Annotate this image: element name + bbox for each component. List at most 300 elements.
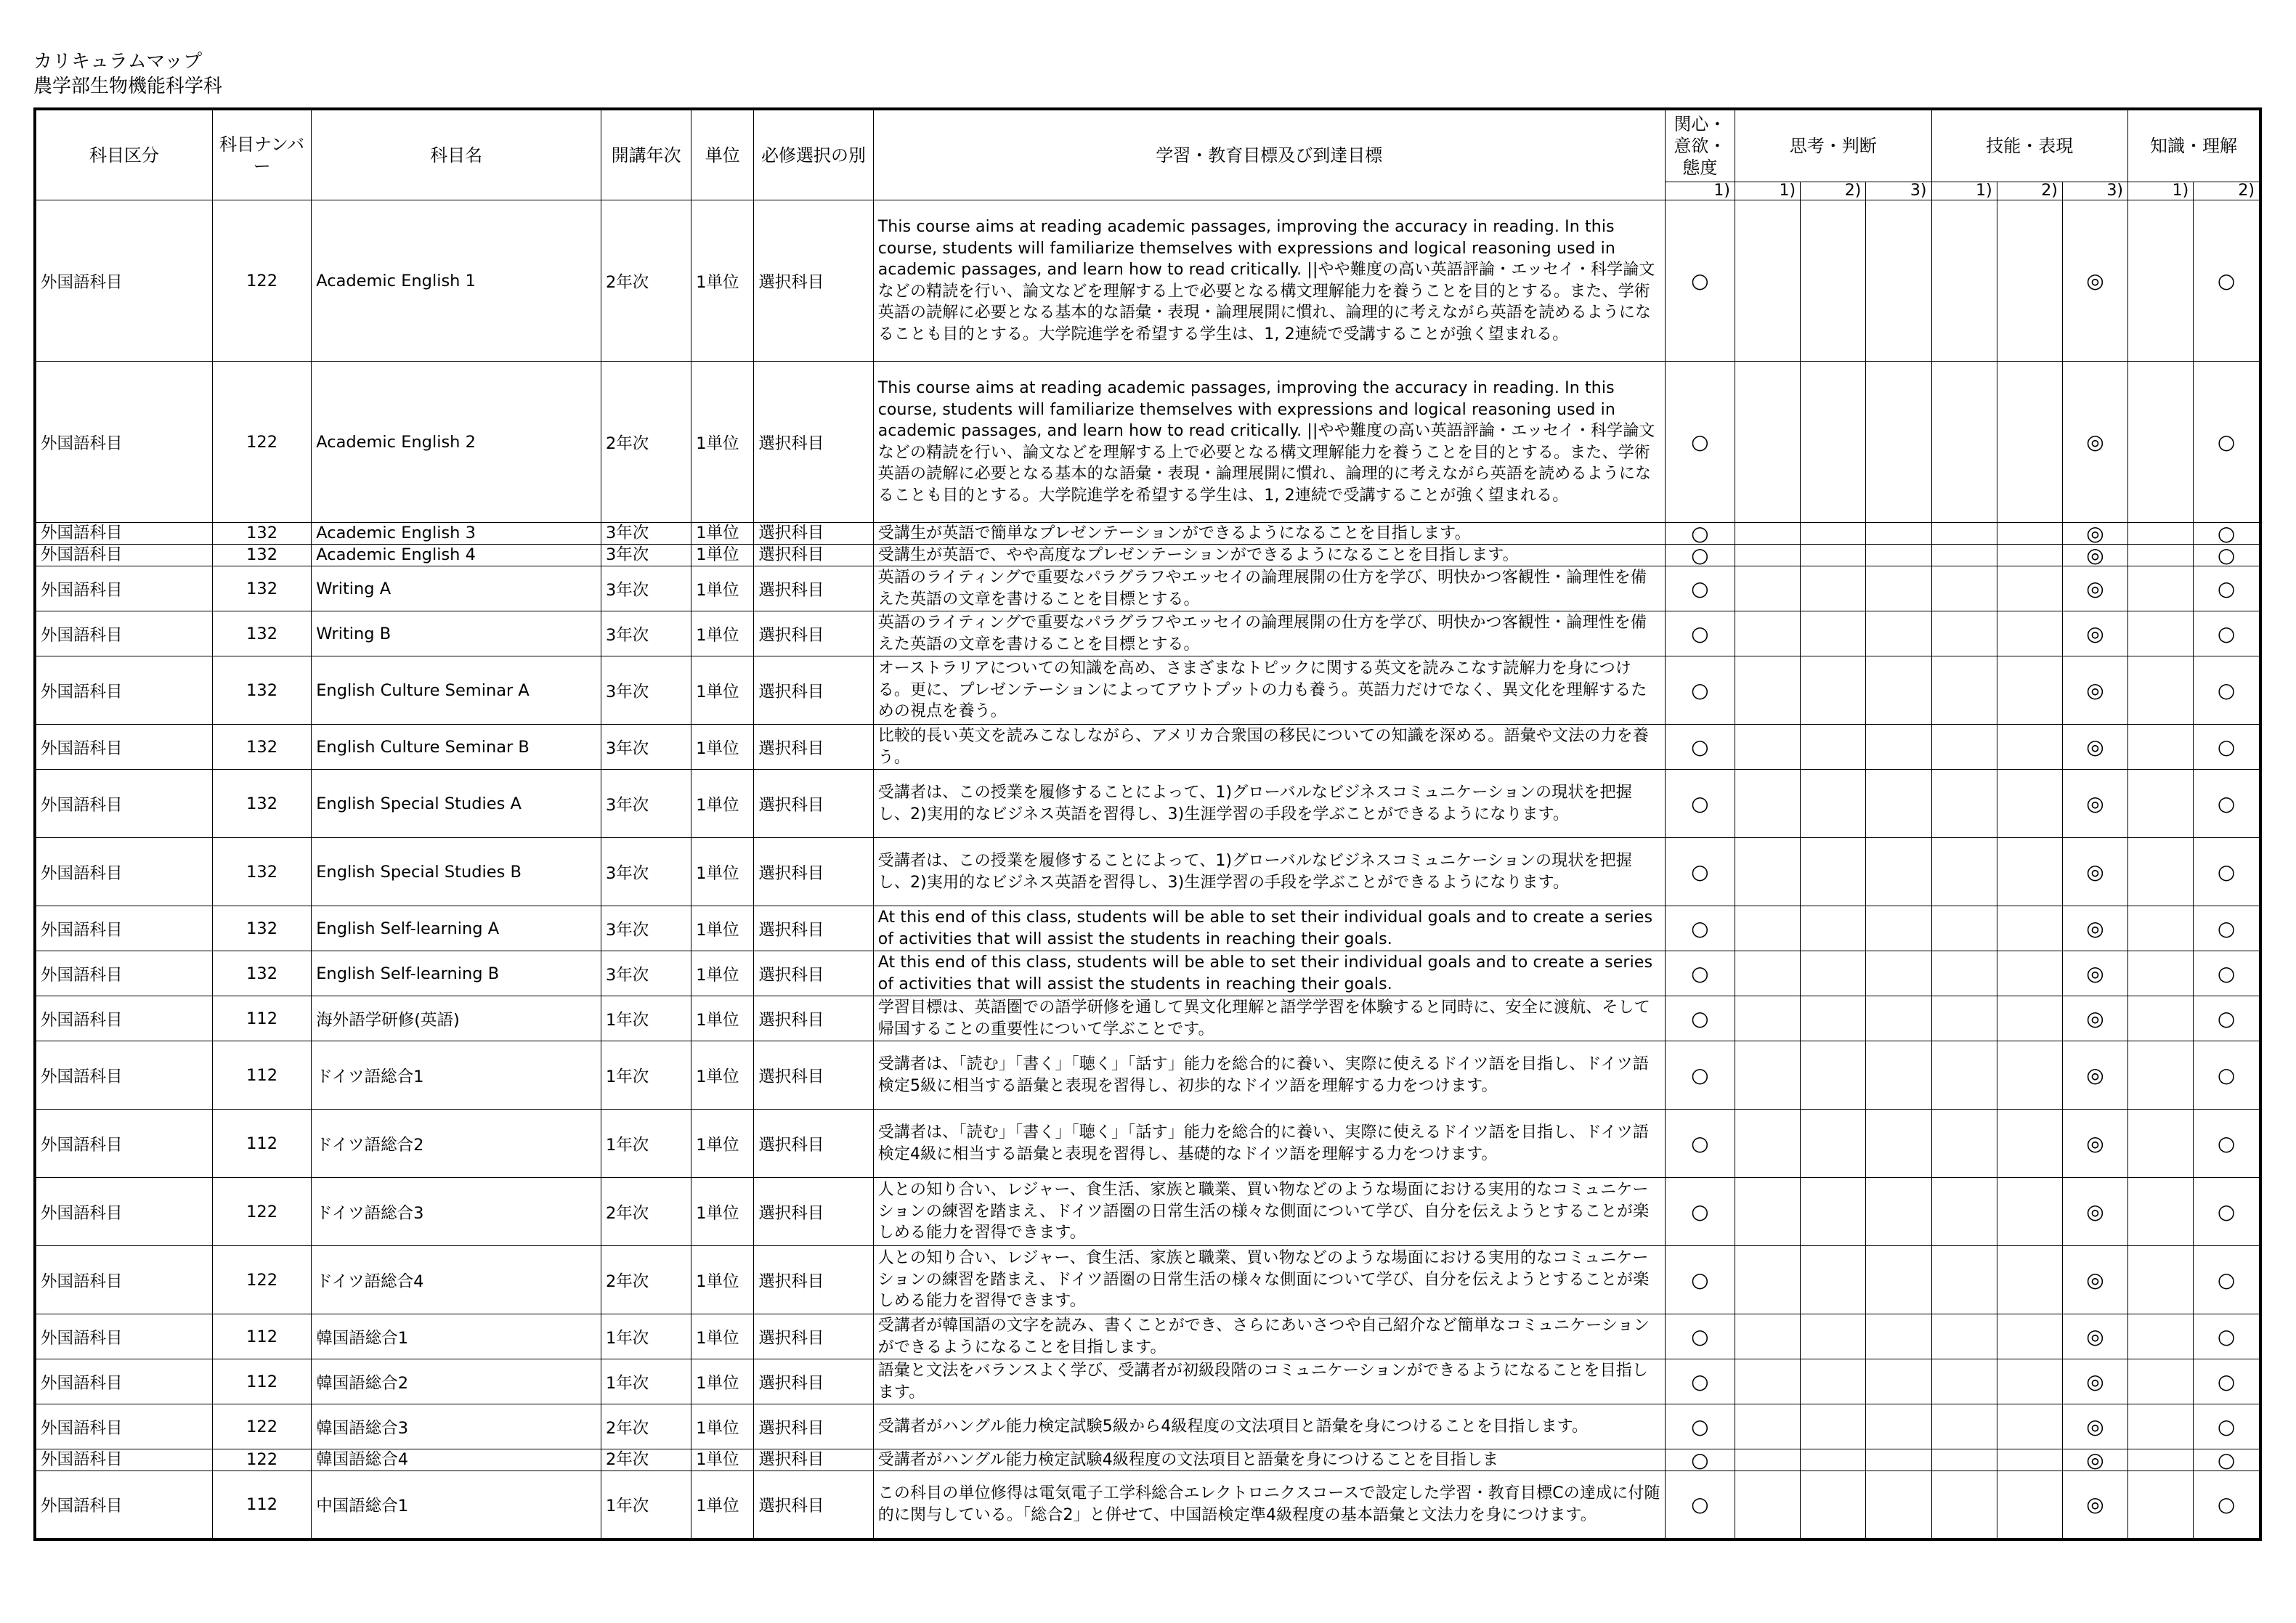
mark-cell xyxy=(1801,566,1866,611)
mark-cell xyxy=(2128,611,2194,656)
mark-cell xyxy=(1735,656,1800,725)
mark-cell xyxy=(1866,1404,1931,1449)
table-row xyxy=(35,1041,2260,1110)
mark-cell xyxy=(1735,523,1800,545)
required-cell: 選択科目 xyxy=(754,838,873,906)
mark-cell: ○ xyxy=(1665,566,1735,611)
required-cell: 選択科目 xyxy=(754,951,873,996)
mark-cell: ◎ xyxy=(2062,1110,2127,1178)
mark-cell: ○ xyxy=(2194,200,2260,362)
mark-cell xyxy=(1931,1404,1997,1449)
mark-cell: ◎ xyxy=(2062,1246,2127,1314)
mark-cell xyxy=(1801,1449,1866,1471)
mark-cell: ○ xyxy=(1665,951,1735,996)
mark-cell: ○ xyxy=(2194,1449,2260,1471)
number-cell: 132 xyxy=(212,566,311,611)
mark-cell xyxy=(1801,1178,1866,1246)
unit-cell: 1単位 xyxy=(691,545,754,566)
number-cell: 132 xyxy=(212,838,311,906)
mark-cell xyxy=(1866,1041,1931,1110)
category-cell: 外国語科目 xyxy=(35,951,212,996)
goal-cell: 受講者がハングル能力検定試験5級から4級程度の文法項目と語彙を身につけることを目指します。 xyxy=(873,1404,1665,1449)
year-cell: 2年次 xyxy=(601,1246,691,1314)
mark-cell xyxy=(1801,770,1866,838)
required-cell: 選択科目 xyxy=(754,770,873,838)
mark-cell xyxy=(1931,770,1997,838)
document-title: カリキュラムマップ xyxy=(33,51,203,73)
category-cell: 外国語科目 xyxy=(35,611,212,656)
required-cell: 選択科目 xyxy=(754,611,873,656)
unit-cell: 1単位 xyxy=(691,1404,754,1449)
mark-cell xyxy=(1735,1041,1800,1110)
mark-cell xyxy=(1866,770,1931,838)
table-row xyxy=(35,1404,2260,1449)
year-cell: 3年次 xyxy=(601,770,691,838)
mark-cell xyxy=(1997,200,2062,362)
mark-cell xyxy=(1931,951,1997,996)
mark-cell xyxy=(1735,1110,1800,1178)
mark-cell: ○ xyxy=(1665,362,1735,523)
mark-cell xyxy=(1801,362,1866,523)
mark-cell xyxy=(2128,1178,2194,1246)
table-row xyxy=(35,1471,2260,1539)
table-row xyxy=(35,1314,2260,1359)
mark-cell xyxy=(1735,838,1800,906)
mark-cell xyxy=(1866,566,1931,611)
mark-cell xyxy=(2128,838,2194,906)
mark-cell xyxy=(1866,951,1931,996)
mark-cell xyxy=(1931,725,1997,770)
course-name-cell: Academic English 2 xyxy=(312,362,601,523)
mark-cell xyxy=(1801,838,1866,906)
year-cell: 1年次 xyxy=(601,1314,691,1359)
mark-cell xyxy=(2128,1471,2194,1539)
year-cell: 3年次 xyxy=(601,566,691,611)
unit-cell: 1単位 xyxy=(691,523,754,545)
mark-cell xyxy=(1866,1359,1931,1404)
table-row xyxy=(35,906,2260,951)
required-cell: 選択科目 xyxy=(754,523,873,545)
mark-cell: ◎ xyxy=(2062,1359,2127,1404)
unit-cell: 1単位 xyxy=(691,611,754,656)
goal-cell: 英語のライティングで重要なパラグラフやエッセイの論理展開の仕方を学び、明快かつ客観性・論理性を備えた英語の文章を書けることを目標とする。 xyxy=(873,566,1665,611)
unit-cell: 1単位 xyxy=(691,200,754,362)
goal-cell: 人との知り合い、レジャー、食生活、家族と職業、買い物などのような場面における実用的なコミュニケーションの練習を踏まえ、ドイツ語圏の日常生活の様々な側面について学び、自分を伝えようとすることが楽しめる能力を習得できます。 xyxy=(873,1178,1665,1246)
required-cell: 選択科目 xyxy=(754,906,873,951)
mark-cell xyxy=(2128,951,2194,996)
mark-cell xyxy=(1801,1359,1866,1404)
header-thinking: 思考・判断 xyxy=(1735,109,1931,182)
subheader-cell: 3) xyxy=(2062,182,2127,200)
mark-cell: ○ xyxy=(1665,1359,1735,1404)
required-cell: 選択科目 xyxy=(754,1178,873,1246)
goal-cell: 受講者は、この授業を履修することによって、1)グローバルなビジネスコミュニケーションの現状を把握し、2)実用的なビジネス英語を習得し、3)生涯学習の手段を学ぶことができるようになります。 xyxy=(873,770,1665,838)
subheader-cell: 3) xyxy=(1866,182,1931,200)
mark-cell xyxy=(1866,611,1931,656)
mark-cell: ○ xyxy=(1665,838,1735,906)
mark-cell xyxy=(1735,545,1800,566)
mark-cell xyxy=(2128,725,2194,770)
header-required: 必修選択の別 xyxy=(754,109,873,200)
goal-cell: 受講者は、この授業を履修することによって、1)グローバルなビジネスコミュニケーションの現状を把握し、2)実用的なビジネス英語を習得し、3)生涯学習の手段を学ぶことができるようになります。 xyxy=(873,838,1665,906)
mark-cell xyxy=(1735,906,1800,951)
course-name-cell: English Culture Seminar A xyxy=(312,656,601,725)
year-cell: 3年次 xyxy=(601,611,691,656)
mark-cell xyxy=(1997,1404,2062,1449)
year-cell: 1年次 xyxy=(601,1110,691,1178)
year-cell: 3年次 xyxy=(601,656,691,725)
category-cell: 外国語科目 xyxy=(35,1041,212,1110)
mark-cell xyxy=(2128,1246,2194,1314)
year-cell: 2年次 xyxy=(601,362,691,523)
mark-cell xyxy=(2128,1404,2194,1449)
table-row xyxy=(35,838,2260,906)
mark-cell: ○ xyxy=(2194,906,2260,951)
mark-cell xyxy=(1866,1471,1931,1539)
mark-cell: ○ xyxy=(2194,1404,2260,1449)
course-name-cell: English Culture Seminar B xyxy=(312,725,601,770)
goal-cell: 受講者は、「読む」「書く」「聴く」「話す」能力を総合的に養い、実際に使えるドイツ語を目指し、ドイツ語検定5級に相当する語彙と表現を習得し、初歩的なドイツ語を理解する力をつけます。 xyxy=(873,1041,1665,1110)
mark-cell: ◎ xyxy=(2062,200,2127,362)
category-cell: 外国語科目 xyxy=(35,656,212,725)
mark-cell xyxy=(1997,1314,2062,1359)
mark-cell: ○ xyxy=(1665,725,1735,770)
mark-cell xyxy=(1997,611,2062,656)
mark-cell xyxy=(1801,1041,1866,1110)
unit-cell: 1単位 xyxy=(691,1246,754,1314)
header-number: 科目ナンバー xyxy=(212,109,311,200)
number-cell: 132 xyxy=(212,725,311,770)
table-row xyxy=(35,362,2260,523)
required-cell: 選択科目 xyxy=(754,725,873,770)
number-cell: 112 xyxy=(212,1314,311,1359)
category-cell: 外国語科目 xyxy=(35,523,212,545)
mark-cell xyxy=(1866,1314,1931,1359)
course-name-cell: ドイツ語総合1 xyxy=(312,1041,601,1110)
mark-cell: ◎ xyxy=(2062,838,2127,906)
course-name-cell: ドイツ語総合3 xyxy=(312,1178,601,1246)
number-cell: 132 xyxy=(212,656,311,725)
mark-cell: ○ xyxy=(1665,656,1735,725)
table-row xyxy=(35,996,2260,1041)
mark-cell xyxy=(2128,362,2194,523)
subheader-cell: 1) xyxy=(2128,182,2194,200)
goal-cell: 人との知り合い、レジャー、食生活、家族と職業、買い物などのような場面における実用的なコミュニケーションの練習を踏まえ、ドイツ語圏の日常生活の様々な側面について学び、自分を伝えようとすることが楽しめる能力を習得できます。 xyxy=(873,1246,1665,1314)
goal-cell: 受講者は、「読む」「書く」「聴く」「話す」能力を総合的に養い、実際に使えるドイツ語を目指し、ドイツ語検定4級に相当する語彙と表現を習得し、基礎的なドイツ語を理解する力をつけます。 xyxy=(873,1110,1665,1178)
header-year: 開講年次 xyxy=(601,109,691,200)
mark-cell xyxy=(1866,200,1931,362)
mark-cell: ○ xyxy=(2194,1041,2260,1110)
mark-cell xyxy=(1866,1110,1931,1178)
header-category: 科目区分 xyxy=(35,109,212,200)
mark-cell xyxy=(2128,996,2194,1041)
mark-cell xyxy=(1735,1246,1800,1314)
document-subtitle: 農学部生物機能科学科 xyxy=(33,76,223,97)
mark-cell: ◎ xyxy=(2062,725,2127,770)
mark-cell: ○ xyxy=(2194,1314,2260,1359)
mark-cell xyxy=(1997,1449,2062,1471)
mark-cell xyxy=(1931,1178,1997,1246)
mark-cell xyxy=(1931,362,1997,523)
category-cell: 外国語科目 xyxy=(35,362,212,523)
number-cell: 132 xyxy=(212,951,311,996)
course-name-cell: 中国語総合1 xyxy=(312,1471,601,1539)
mark-cell xyxy=(1931,1110,1997,1178)
year-cell: 2年次 xyxy=(601,1404,691,1449)
subheader-cell: 2) xyxy=(1997,182,2062,200)
goal-cell: 学習目標は、英語圏での語学研修を通して異文化理解と語学学習を体験すると同時に、安全に渡航、そして帰国することの重要性について学ぶことです。 xyxy=(873,996,1665,1041)
course-name-cell: 韓国語総合1 xyxy=(312,1314,601,1359)
mark-cell: ◎ xyxy=(2062,1471,2127,1539)
mark-cell xyxy=(1997,838,2062,906)
table-row xyxy=(35,566,2260,611)
category-cell: 外国語科目 xyxy=(35,1359,212,1404)
course-name-cell: Writing A xyxy=(312,566,601,611)
mark-cell xyxy=(2128,1314,2194,1359)
category-cell: 外国語科目 xyxy=(35,1178,212,1246)
mark-cell: ○ xyxy=(2194,656,2260,725)
header-name: 科目名 xyxy=(312,109,601,200)
mark-cell xyxy=(1735,725,1800,770)
mark-cell xyxy=(2128,566,2194,611)
mark-cell xyxy=(1997,770,2062,838)
mark-cell xyxy=(1931,1449,1997,1471)
mark-cell: ○ xyxy=(1665,1314,1735,1359)
unit-cell: 1単位 xyxy=(691,362,754,523)
mark-cell: ○ xyxy=(2194,523,2260,545)
mark-cell: ○ xyxy=(2194,611,2260,656)
required-cell: 選択科目 xyxy=(754,1314,873,1359)
goal-cell: 比較的長い英文を読みこなしながら、アメリカ合衆国の移民についての知識を深める。語彙や文法の力を養う。 xyxy=(873,725,1665,770)
mark-cell xyxy=(2128,1041,2194,1110)
unit-cell: 1単位 xyxy=(691,1471,754,1539)
mark-cell: ○ xyxy=(1665,906,1735,951)
mark-cell xyxy=(1997,545,2062,566)
unit-cell: 1単位 xyxy=(691,906,754,951)
mark-cell: ◎ xyxy=(2062,611,2127,656)
mark-cell xyxy=(1997,906,2062,951)
year-cell: 1年次 xyxy=(601,1471,691,1539)
number-cell: 112 xyxy=(212,1359,311,1404)
header-goal: 学習・教育目標及び到達目標 xyxy=(873,109,1665,200)
goal-cell: This course aims at reading academic passages, improving the accuracy in reading. In this course, students will familiarize themselves with expressions and logical reasoning used in academic passages, and learn how to read critically. ||やや難度の高い英語評論・エッセイ・科学論文などの精読を行い、論文などを理解する上で必要となる構文理解能力を養うことを目的とする。また、学術英語の読解に必要となる基本的な語彙・表現・論理展開に慣れ、論理的に考えながら英語を読めるようになることも目的とする。大学院進学を希望する学生は、1, 2連続で受講することが強く望まれる。 xyxy=(873,200,1665,362)
table-row xyxy=(35,611,2260,656)
mark-cell: ◎ xyxy=(2062,996,2127,1041)
mark-cell xyxy=(1866,1246,1931,1314)
mark-cell xyxy=(1866,996,1931,1041)
mark-cell: ◎ xyxy=(2062,951,2127,996)
unit-cell: 1単位 xyxy=(691,1041,754,1110)
mark-cell xyxy=(1931,200,1997,362)
year-cell: 3年次 xyxy=(601,951,691,996)
table-row xyxy=(35,545,2260,566)
mark-cell xyxy=(1735,1449,1800,1471)
mark-cell: ◎ xyxy=(2062,1404,2127,1449)
header-knowledge: 知識・理解 xyxy=(2128,109,2260,182)
mark-cell xyxy=(1735,1359,1800,1404)
category-cell: 外国語科目 xyxy=(35,545,212,566)
subheader-cell: 1) xyxy=(1735,182,1800,200)
mark-cell: ○ xyxy=(1665,200,1735,362)
number-cell: 122 xyxy=(212,362,311,523)
mark-cell xyxy=(2128,545,2194,566)
mark-cell xyxy=(1735,1471,1800,1539)
course-name-cell: English Self-learning B xyxy=(312,951,601,996)
mark-cell: ◎ xyxy=(2062,1314,2127,1359)
mark-cell xyxy=(2128,1110,2194,1178)
document-header xyxy=(33,49,222,99)
mark-cell: ○ xyxy=(2194,1178,2260,1246)
mark-cell xyxy=(1931,523,1997,545)
year-cell: 1年次 xyxy=(601,996,691,1041)
mark-cell xyxy=(1735,566,1800,611)
mark-cell xyxy=(1801,951,1866,996)
category-cell: 外国語科目 xyxy=(35,1110,212,1178)
unit-cell: 1単位 xyxy=(691,1449,754,1471)
unit-cell: 1単位 xyxy=(691,725,754,770)
mark-cell: ○ xyxy=(2194,1110,2260,1178)
mark-cell xyxy=(1997,725,2062,770)
mark-cell xyxy=(1997,996,2062,1041)
year-cell: 3年次 xyxy=(601,838,691,906)
table-row xyxy=(35,951,2260,996)
goal-cell: 受講者が韓国語の文字を読み、書くことができ、さらにあいさつや自己紹介など簡単なコミュニケーションができるようになることを目指します。 xyxy=(873,1314,1665,1359)
mark-cell xyxy=(1735,951,1800,996)
mark-cell xyxy=(1931,566,1997,611)
number-cell: 132 xyxy=(212,545,311,566)
number-cell: 112 xyxy=(212,1041,311,1110)
number-cell: 122 xyxy=(212,1449,311,1471)
mark-cell xyxy=(1801,1246,1866,1314)
curriculum-map-table xyxy=(33,107,2262,1541)
mark-cell xyxy=(1801,1314,1866,1359)
mark-cell: ○ xyxy=(2194,996,2260,1041)
category-cell: 外国語科目 xyxy=(35,1404,212,1449)
year-cell: 3年次 xyxy=(601,906,691,951)
mark-cell xyxy=(1801,725,1866,770)
mark-cell xyxy=(1931,1471,1997,1539)
mark-cell xyxy=(1866,1449,1931,1471)
mark-cell: ◎ xyxy=(2062,566,2127,611)
goal-cell: 受講者がハングル能力検定試験4級程度の文法項目と語彙を身につけることを目指しま xyxy=(873,1449,1665,1471)
mark-cell xyxy=(2128,1359,2194,1404)
course-name-cell: 韓国語総合2 xyxy=(312,1359,601,1404)
mark-cell xyxy=(2128,656,2194,725)
required-cell: 選択科目 xyxy=(754,1246,873,1314)
unit-cell: 1単位 xyxy=(691,951,754,996)
year-cell: 2年次 xyxy=(601,1178,691,1246)
header-interest: 関心・意欲・態度 xyxy=(1665,109,1735,182)
year-cell: 3年次 xyxy=(601,523,691,545)
mark-cell xyxy=(1931,656,1997,725)
goal-cell: At this end of this class, students will be able to set their individual goals and to create a series of activities that will assist the students in reaching their goals. xyxy=(873,951,1665,996)
mark-cell xyxy=(1735,1404,1800,1449)
mark-cell xyxy=(1997,523,2062,545)
mark-cell: ○ xyxy=(2194,725,2260,770)
category-cell: 外国語科目 xyxy=(35,1449,212,1471)
mark-cell: ○ xyxy=(1665,545,1735,566)
required-cell: 選択科目 xyxy=(754,1471,873,1539)
mark-cell: ○ xyxy=(1665,1246,1735,1314)
mark-cell xyxy=(1801,1471,1866,1539)
mark-cell: ○ xyxy=(2194,1359,2260,1404)
number-cell: 122 xyxy=(212,1246,311,1314)
unit-cell: 1単位 xyxy=(691,566,754,611)
number-cell: 112 xyxy=(212,996,311,1041)
mark-cell xyxy=(1931,1314,1997,1359)
mark-cell xyxy=(1997,1178,2062,1246)
mark-cell xyxy=(1931,1041,1997,1110)
goal-cell: 英語のライティングで重要なパラグラフやエッセイの論理展開の仕方を学び、明快かつ客観性・論理性を備えた英語の文章を書けることを目標とする。 xyxy=(873,611,1665,656)
number-cell: 122 xyxy=(212,1178,311,1246)
mark-cell xyxy=(1997,656,2062,725)
course-name-cell: Academic English 4 xyxy=(312,545,601,566)
mark-cell: ○ xyxy=(2194,1471,2260,1539)
mark-cell xyxy=(2128,906,2194,951)
required-cell: 選択科目 xyxy=(754,996,873,1041)
mark-cell: ○ xyxy=(2194,770,2260,838)
required-cell: 選択科目 xyxy=(754,200,873,362)
number-cell: 132 xyxy=(212,611,311,656)
category-cell: 外国語科目 xyxy=(35,906,212,951)
year-cell: 1年次 xyxy=(601,1041,691,1110)
subheader-cell: 2) xyxy=(2194,182,2260,200)
required-cell: 選択科目 xyxy=(754,1110,873,1178)
mark-cell xyxy=(1735,996,1800,1041)
mark-cell xyxy=(1735,611,1800,656)
mark-cell xyxy=(1801,656,1866,725)
mark-cell xyxy=(1801,1404,1866,1449)
mark-cell xyxy=(1801,1110,1866,1178)
mark-cell xyxy=(1735,200,1800,362)
course-name-cell: ドイツ語総合4 xyxy=(312,1246,601,1314)
unit-cell: 1単位 xyxy=(691,1359,754,1404)
mark-cell: ◎ xyxy=(2062,1041,2127,1110)
year-cell: 3年次 xyxy=(601,725,691,770)
mark-cell xyxy=(1931,838,1997,906)
subheader-cell: 1) xyxy=(1931,182,1997,200)
year-cell: 2年次 xyxy=(601,1449,691,1471)
mark-cell: ◎ xyxy=(2062,906,2127,951)
number-cell: 112 xyxy=(212,1110,311,1178)
mark-cell xyxy=(1997,1041,2062,1110)
mark-cell: ○ xyxy=(2194,838,2260,906)
mark-cell: ○ xyxy=(1665,1471,1735,1539)
mark-cell xyxy=(1997,566,2062,611)
mark-cell xyxy=(1801,200,1866,362)
mark-cell xyxy=(2128,200,2194,362)
required-cell: 選択科目 xyxy=(754,1359,873,1404)
mark-cell: ◎ xyxy=(2062,545,2127,566)
mark-cell: ◎ xyxy=(2062,656,2127,725)
mark-cell xyxy=(1997,1246,2062,1314)
category-cell: 外国語科目 xyxy=(35,1471,212,1539)
course-name-cell: English Special Studies B xyxy=(312,838,601,906)
unit-cell: 1単位 xyxy=(691,838,754,906)
table-row xyxy=(35,523,2260,545)
mark-cell xyxy=(1997,1110,2062,1178)
table-row xyxy=(35,1110,2260,1178)
mark-cell xyxy=(1866,362,1931,523)
mark-cell: ○ xyxy=(1665,1404,1735,1449)
category-cell: 外国語科目 xyxy=(35,1314,212,1359)
table-row xyxy=(35,1359,2260,1404)
required-cell: 選択科目 xyxy=(754,656,873,725)
table-row xyxy=(35,200,2260,362)
unit-cell: 1単位 xyxy=(691,996,754,1041)
mark-cell xyxy=(2128,770,2194,838)
mark-cell xyxy=(1866,725,1931,770)
